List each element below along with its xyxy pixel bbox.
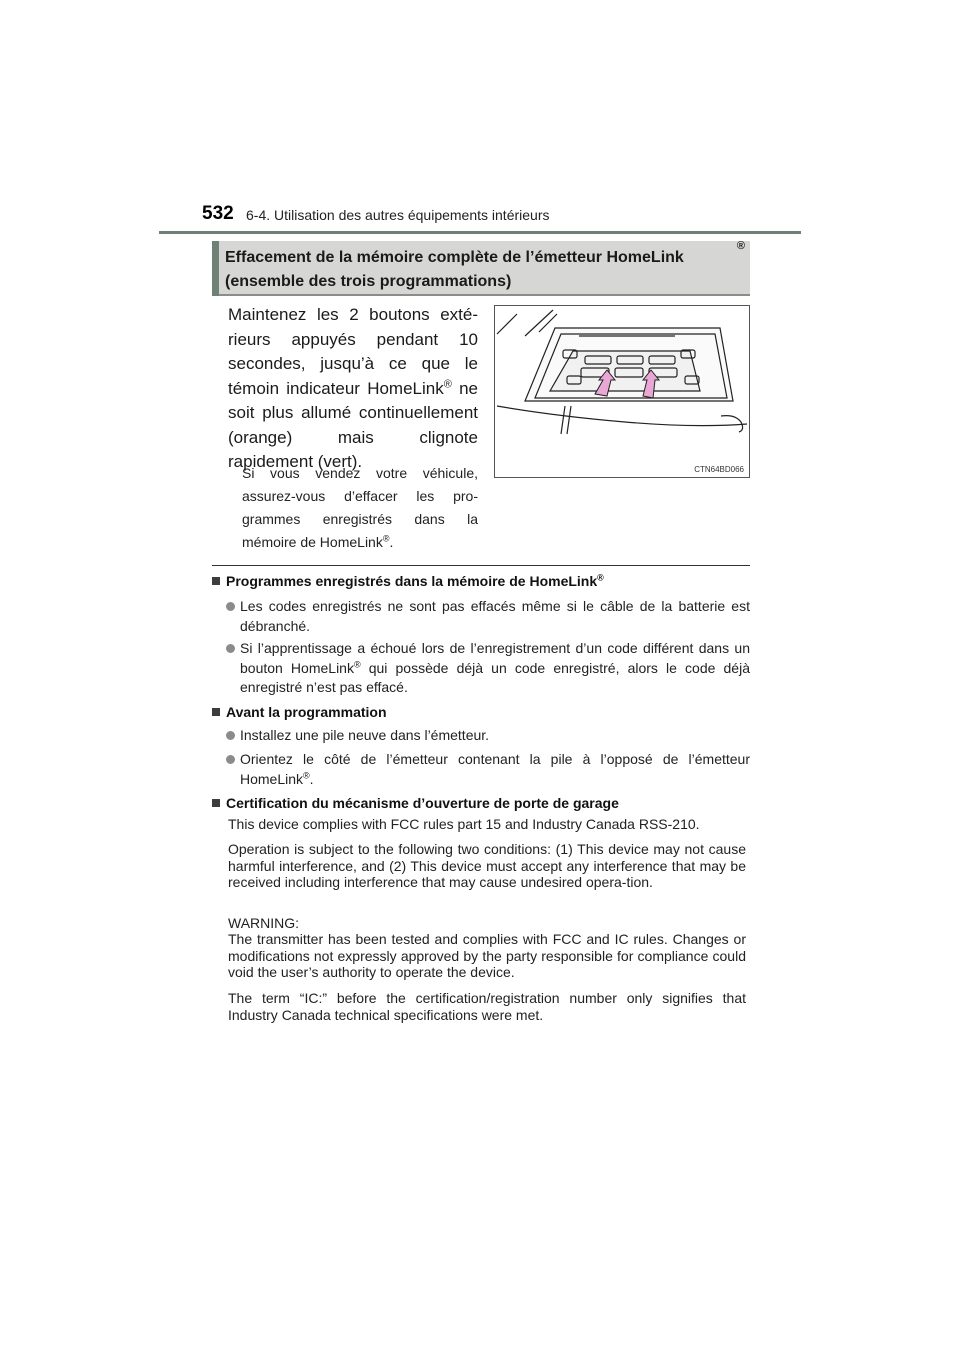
registered-mark: ® [353,658,361,669]
circle-bullet-icon [226,731,235,740]
bullet-item: Installez une pile neuve dans l’émetteur. [226,726,750,746]
registered-mark: ® [736,240,745,252]
square-bullet-icon [212,708,220,716]
bullet-item: Orientez le côté de l’émetteur contenant la pile à l’opposé de l’émetteur HomeLink®. [226,750,750,789]
section-box-accent [212,241,219,296]
circle-bullet-icon [226,755,235,764]
section-box-title-line1: Effacement de la mémoire complète de l’émetteur HomeLink [225,249,684,266]
paragraph: The term “IC:” before the certification/registration number only signifies that Industry Canada technical specifications were met. [228,990,746,1023]
bullet-item: Les codes enregistrés ne sont pas effacés même si le câble de la batterie est débranché. [226,597,750,636]
registered-mark: ® [443,377,452,390]
paragraph: WARNING: [228,915,300,931]
subsection-title-memory: Programmes enregistrés dans la mémoire de HomeLink® [212,572,604,590]
header-divider [159,231,801,234]
subsection-title-certification: Certification du mécanisme d’ouverture de porte de garage [212,794,619,812]
homelink-illustration [494,305,750,478]
paragraph: Operation is subject to the following two conditions: (1) This device may not cause harmful interference, and (2) This device must accept any interference that may be received including interference that may cause undesired opera-tion. [228,841,746,890]
registered-mark: ® [382,533,390,544]
subsection-title-before: Avant la programmation [212,703,387,721]
section-title: 6-4. Utilisation des autres équipements intérieurs [246,207,550,223]
circle-bullet-icon [226,644,235,653]
section-box-title [225,240,745,294]
page-number: 532 [202,203,234,224]
bullet-item: Si l’apprentissage a échoué lors de l’enregistrement d’un code différent dans un bouton HomeLink® qui possède déjà un code enregistré, alors le code déjà enregistré n’est pas effacé. [226,639,750,698]
sale-note: Si vous vendez votre véhicule, assurez-vous d’effacer les pro-grammes enregistrés dans la mémoire de HomeLink®. [242,465,478,550]
square-bullet-icon [212,799,220,807]
paragraph: The transmitter has been tested and complies with FCC and IC rules. Changes or modifications not expressly approved by the party responsible for compliance could void the user’s authority to operate the device. [228,931,746,980]
circle-bullet-icon [226,602,235,611]
separator-line [212,565,750,566]
registered-mark: ® [597,572,604,583]
main-instruction: Maintenez les 2 boutons exté-rieurs appuyés pendant 10 secondes, jusqu’à ce que le témoin indicateur HomeLink® ne soit plus allumé continuellement (orange) mais clignote rapidement (vert). [228,305,479,471]
section-box-title-line2: (ensemble des trois programmations) [225,273,512,290]
overhead-console-drawing [495,306,749,477]
illustration-code: CTN64BD066 [694,465,744,474]
paragraph: This device complies with FCC rules part 15 and Industry Canada RSS-210. [228,816,700,832]
square-bullet-icon [212,577,220,585]
registered-mark: ® [303,769,310,780]
